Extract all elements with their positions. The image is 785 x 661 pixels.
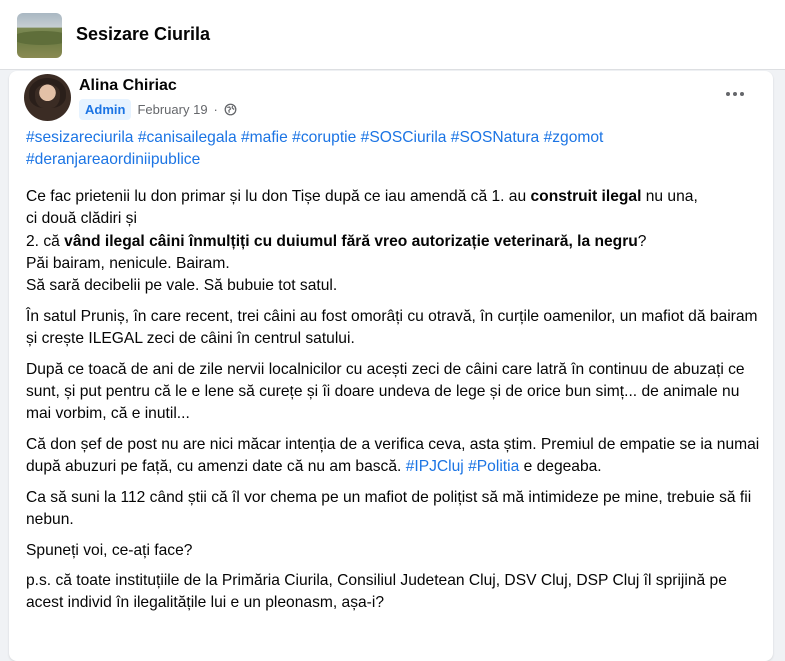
paragraph-3: După ce toacă de ani de zile nervii localnicilor cu acești zeci de câini care latră în continuu de abuzați ce sunt, și put pentru că le e lene să curețe și îi doare undeva de lege și de orice bun simț... de animale nu mai vorbim, că e inutil...	[26, 360, 745, 423]
post-meta	[79, 98, 237, 120]
hashtag-link[interactable]: #SOSNatura	[450, 129, 540, 146]
group-header	[0, 0, 785, 70]
paragraph-4: Că don șef de post nu are nici măcar intenția de a verifica ceva, asta știm. Premiul de empatie se ia numai după abuzuri pe față, cu amenzi date că nu am bască. #IPJCluj #Politia e degeaba.	[26, 435, 760, 476]
group-cover-thumbnail[interactable]	[17, 13, 62, 58]
paragraph-2: În satul Pruniș, în care recent, trei câini au fost omorâți cu otravă, în curțile oamenilor, un mafiot dă bairam și crește ILEGAL zeci de câini în centrul satului.	[26, 307, 758, 348]
hashtag-link[interactable]: #zgomot	[543, 129, 604, 146]
paragraph-6: Spuneți voi, ce-ați face?	[26, 541, 193, 559]
admin-badge[interactable]: Admin	[79, 99, 131, 120]
hashtag-link[interactable]: #Politia	[468, 458, 520, 476]
meta-separator: ·	[213, 101, 218, 117]
more-options-icon[interactable]	[721, 84, 749, 104]
hashtag-link[interactable]: #coruptie	[292, 129, 357, 146]
group-name[interactable]: Sesizare Ciurila	[76, 24, 211, 44]
hashtag-link[interactable]: #SOSCiurila	[360, 129, 447, 146]
paragraph-5: Ca să suni la 112 când știi că îl vor chema pe un mafiot de polițist să mă intimideze pe mine, trebuie să fii nebun.	[26, 488, 752, 529]
hashtag-link[interactable]: #sesizareciurila	[26, 129, 134, 146]
hashtag-link[interactable]: #mafie	[241, 129, 288, 146]
post-date[interactable]: February 19	[137, 101, 208, 117]
hashtags	[26, 127, 761, 172]
hashtag-link[interactable]: #IPJCluj	[405, 458, 464, 476]
hashtag-link[interactable]: #deranjareaordiniipublice	[26, 151, 201, 169]
author-avatar[interactable]	[24, 74, 71, 121]
post-text	[26, 127, 761, 623]
author-name[interactable]: Alina Chiriac	[79, 77, 177, 94]
hashtag-link[interactable]: #canisailegala	[137, 129, 237, 146]
post-card	[9, 71, 773, 661]
paragraph-1: Ce fac prietenii lu don primar și lu don Tișe după ce iau amendă că 1. au construit ilegal nu una, ci două clădiri și 2. că vând ilegal câini înmulțiți cu duiumul fără vreo autorizație veterinară, la negru? Păi bairam, nenicule. Bairam. Să sară decibelii pe vale. Să bubuie tot satul.	[26, 187, 698, 295]
paragraph-7: p.s. că toate instituțiile de la Primăria Ciurila, Consiliul Judetean Cluj, DSV Cluj, DSP Cluj îl sprijină pe acest individ în ilegalitățile lui e un pleonasm, așa-i?	[26, 571, 727, 612]
globe-icon	[224, 103, 237, 116]
